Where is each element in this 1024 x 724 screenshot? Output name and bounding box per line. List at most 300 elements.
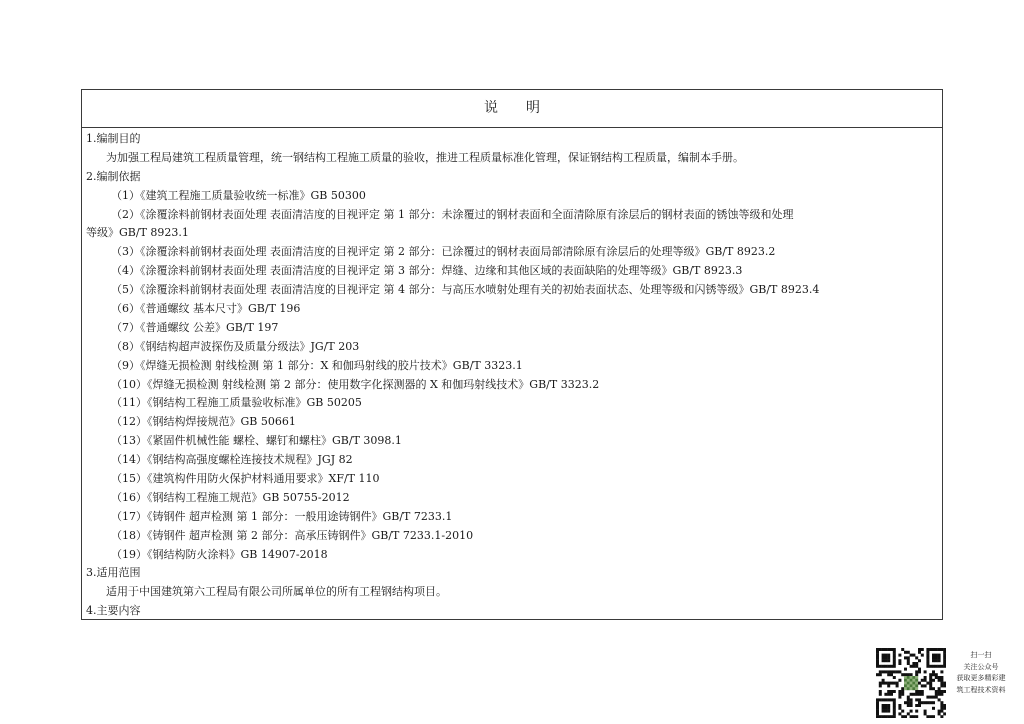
document-title xyxy=(82,90,942,128)
qr-module xyxy=(935,676,938,679)
qr-module xyxy=(926,715,929,718)
qr-module xyxy=(921,693,924,696)
qr-module xyxy=(932,701,935,704)
qr-module xyxy=(938,712,941,715)
qr-module xyxy=(938,710,941,713)
qr-module xyxy=(935,673,938,676)
qr-caption-line: 获取更多精彩建 xyxy=(956,674,1006,682)
qr-module xyxy=(932,665,935,668)
qr-module xyxy=(929,684,932,687)
qr-module xyxy=(893,654,896,657)
qr-module xyxy=(882,654,885,657)
qr-module xyxy=(904,651,907,654)
qr-module xyxy=(943,712,946,715)
qr-module xyxy=(943,654,946,657)
qr-module xyxy=(890,698,893,701)
basis-item: （6）《普通螺纹 基本尺寸》GB/T 196 xyxy=(111,302,301,316)
qr-module xyxy=(924,676,927,679)
qr-module xyxy=(887,707,890,710)
qr-logo-cell xyxy=(904,679,907,682)
qr-module xyxy=(893,698,896,701)
qr-module xyxy=(893,662,896,665)
qr-module xyxy=(896,684,899,687)
qr-module xyxy=(890,670,893,673)
qr-module xyxy=(887,684,890,687)
qr-code-icon[interactable] xyxy=(876,648,946,718)
qr-caption-line: 关注公众号 xyxy=(963,662,999,671)
basis-item: （18）《铸钢件 超声检测 第 2 部分：高承压铸钢件》GB/T 7233.1-2010 xyxy=(111,528,474,542)
qr-logo-cell xyxy=(907,679,910,682)
qr-module xyxy=(887,693,890,696)
qr-logo-cell xyxy=(907,684,910,687)
qr-module xyxy=(910,673,913,676)
document-frame xyxy=(81,89,943,620)
title-char-2: 明 xyxy=(526,100,540,116)
qr-module xyxy=(943,651,946,654)
qr-module xyxy=(887,715,890,718)
qr-module xyxy=(896,670,899,673)
qr-module xyxy=(876,662,879,665)
qr-module xyxy=(884,704,887,707)
qr-logo-cell xyxy=(915,687,918,690)
qr-module xyxy=(890,690,893,693)
qr-module xyxy=(887,704,890,707)
qr-module xyxy=(904,668,907,671)
qr-module xyxy=(938,648,941,651)
qr-module xyxy=(940,670,943,673)
qr-module xyxy=(893,656,896,659)
qr-module xyxy=(893,715,896,718)
qr-module xyxy=(938,693,941,696)
qr-module xyxy=(907,651,910,654)
qr-module xyxy=(929,682,932,685)
qr-module xyxy=(921,684,924,687)
qr-module xyxy=(890,648,893,651)
qr-module xyxy=(901,715,904,718)
basis-item: （9）《焊缝无损检测 射线检测 第 1 部分：X 和伽玛射线的胶片技术》GB/T 3323.1 xyxy=(111,358,523,372)
qr-code-graphic xyxy=(876,648,946,718)
qr-logo-cell xyxy=(915,682,918,685)
qr-module xyxy=(915,698,918,701)
qr-module xyxy=(898,707,901,710)
basis-item: （1）《建筑工程施工质量验收统一标准》GB 50300 xyxy=(111,188,366,202)
qr-module xyxy=(915,670,918,673)
qr-logo-cell xyxy=(915,684,918,687)
qr-module xyxy=(926,696,929,699)
qr-module xyxy=(929,687,932,690)
qr-module xyxy=(876,673,879,676)
qr-module xyxy=(938,656,941,659)
basis-item: （10）《焊缝无损检测 射线检测 第 2 部分：使用数字化探测器的 X 和伽玛射线技术》GB/T 3323.2 xyxy=(111,377,600,391)
basis-item: （16）《钢结构工程施工规范》GB 50755-2012 xyxy=(111,490,350,504)
qr-module xyxy=(921,648,924,651)
qr-module xyxy=(926,651,929,654)
qr-module xyxy=(912,665,915,668)
qr-module xyxy=(943,665,946,668)
qr-module xyxy=(893,690,896,693)
qr-module xyxy=(876,707,879,710)
qr-module xyxy=(915,704,918,707)
qr-module xyxy=(876,715,879,718)
qr-module xyxy=(926,662,929,665)
qr-module xyxy=(893,676,896,679)
qr-module xyxy=(935,696,938,699)
qr-module xyxy=(907,712,910,715)
qr-module xyxy=(901,648,904,651)
qr-module xyxy=(910,654,913,657)
qr-module xyxy=(943,704,946,707)
qr-module xyxy=(912,715,915,718)
qr-module xyxy=(901,710,904,713)
basis-item: （12）《钢结构焊接规范》GB 50661 xyxy=(111,415,296,429)
qr-module xyxy=(940,690,943,693)
qr-module xyxy=(876,659,879,662)
section-paragraph-scope: 适用于中国建筑第六工程局有限公司所属单位的所有工程钢结构项目。 xyxy=(106,585,447,599)
qr-logo-cell xyxy=(904,682,907,685)
qr-module xyxy=(918,651,921,654)
qr-module xyxy=(932,659,935,662)
qr-module xyxy=(915,715,918,718)
qr-module xyxy=(893,701,896,704)
qr-module xyxy=(918,648,921,651)
qr-module xyxy=(893,665,896,668)
qr-module xyxy=(882,704,885,707)
qr-module xyxy=(940,684,943,687)
qr-module xyxy=(890,693,893,696)
qr-module xyxy=(907,659,910,662)
qr-module xyxy=(898,712,901,715)
qr-module xyxy=(901,673,904,676)
qr-logo-cell xyxy=(907,687,910,690)
qr-module xyxy=(926,654,929,657)
basis-item: （19）《钢结构防火涂料》GB 14907-2018 xyxy=(111,547,328,561)
qr-module xyxy=(938,679,941,682)
qr-module xyxy=(915,690,918,693)
qr-module xyxy=(884,670,887,673)
qr-module xyxy=(876,710,879,713)
qr-module xyxy=(887,654,890,657)
section-heading-basis: 2.编制依据 xyxy=(86,169,141,183)
qr-module xyxy=(890,682,893,685)
qr-module xyxy=(924,701,927,704)
qr-module xyxy=(932,707,935,710)
qr-module xyxy=(943,662,946,665)
qr-module xyxy=(924,670,927,673)
qr-module xyxy=(912,662,915,665)
qr-module xyxy=(910,704,913,707)
basis-item: （3）《涂覆涂料前钢材表面处理 表面清洁度的目视评定 第 2 部分：已涂覆过的钢材表面局部清除原有涂层后的处理等级》GB/T 8923.2 xyxy=(111,245,776,259)
qr-module xyxy=(926,656,929,659)
qr-module xyxy=(940,682,943,685)
qr-logo-cell xyxy=(907,682,910,685)
qr-module xyxy=(898,690,901,693)
qr-module xyxy=(918,690,921,693)
section-heading-scope: 3.适用范围 xyxy=(86,566,141,580)
qr-module xyxy=(938,654,941,657)
qr-module xyxy=(879,670,882,673)
basis-item: （11）《钢结构工程施工质量验收标准》GB 50205 xyxy=(111,396,362,410)
qr-module xyxy=(879,682,882,685)
qr-module xyxy=(884,656,887,659)
qr-module xyxy=(932,696,935,699)
qr-module xyxy=(943,707,946,710)
qr-module xyxy=(898,704,901,707)
qr-module xyxy=(918,698,921,701)
qr-module xyxy=(915,673,918,676)
qr-module xyxy=(879,684,882,687)
qr-module xyxy=(893,670,896,673)
qr-module xyxy=(932,687,935,690)
qr-module xyxy=(918,659,921,662)
qr-logo-cell xyxy=(912,682,915,685)
qr-module xyxy=(901,693,904,696)
qr-module xyxy=(915,656,918,659)
qr-module xyxy=(921,679,924,682)
qr-module xyxy=(912,693,915,696)
qr-module xyxy=(938,687,941,690)
qr-module xyxy=(876,651,879,654)
qr-module xyxy=(876,648,879,651)
qr-module xyxy=(926,665,929,668)
qr-module xyxy=(932,670,935,673)
qr-module xyxy=(890,673,893,676)
qr-module xyxy=(887,673,890,676)
qr-logo-cell xyxy=(904,684,907,687)
document-body xyxy=(82,128,942,621)
qr-module xyxy=(893,707,896,710)
qr-module xyxy=(884,648,887,651)
qr-module xyxy=(887,659,890,662)
qr-module xyxy=(943,659,946,662)
qr-module xyxy=(921,654,924,657)
qr-module xyxy=(918,668,921,671)
qr-module xyxy=(876,698,879,701)
qr-module xyxy=(907,673,910,676)
qr-module xyxy=(935,659,938,662)
qr-module xyxy=(935,690,938,693)
qr-module xyxy=(884,707,887,710)
qr-module xyxy=(884,715,887,718)
qr-module xyxy=(876,656,879,659)
qr-module xyxy=(924,679,927,682)
qr-module xyxy=(879,715,882,718)
qr-module xyxy=(940,704,943,707)
qr-module xyxy=(893,712,896,715)
qr-module xyxy=(907,698,910,701)
qr-logo-cell xyxy=(910,684,913,687)
qr-logo-cell xyxy=(904,676,907,679)
qr-module xyxy=(915,662,918,665)
qr-module xyxy=(898,659,901,662)
basis-item: （14）《钢结构高强度螺栓连接技术规程》JGJ 82 xyxy=(111,453,353,467)
qr-module xyxy=(898,654,901,657)
qr-module xyxy=(882,648,885,651)
qr-module xyxy=(879,648,882,651)
qr-module xyxy=(893,651,896,654)
qr-module xyxy=(879,693,882,696)
qr-module xyxy=(898,679,901,682)
qr-module xyxy=(882,659,885,662)
qr-module xyxy=(918,704,921,707)
qr-logo-cell xyxy=(904,687,907,690)
qr-module xyxy=(876,665,879,668)
qr-module xyxy=(926,648,929,651)
qr-module xyxy=(912,654,915,657)
qr-module xyxy=(893,710,896,713)
qr-module xyxy=(929,648,932,651)
qr-module xyxy=(907,696,910,699)
qr-module xyxy=(884,659,887,662)
qr-module xyxy=(884,693,887,696)
qr-module xyxy=(932,679,935,682)
qr-module xyxy=(904,656,907,659)
qr-module xyxy=(887,710,890,713)
qr-module xyxy=(921,690,924,693)
qr-module xyxy=(910,710,913,713)
qr-module xyxy=(926,659,929,662)
qr-logo-cell xyxy=(915,676,918,679)
qr-module xyxy=(882,698,885,701)
qr-module xyxy=(943,690,946,693)
qr-module xyxy=(901,690,904,693)
qr-module xyxy=(929,701,932,704)
qr-module xyxy=(938,690,941,693)
qr-module xyxy=(887,648,890,651)
qr-module xyxy=(940,648,943,651)
qr-module xyxy=(884,710,887,713)
qr-module xyxy=(887,698,890,701)
qr-module xyxy=(898,693,901,696)
qr-module xyxy=(904,673,907,676)
qr-logo-cell xyxy=(910,682,913,685)
qr-module xyxy=(904,701,907,704)
qr-logo-cell xyxy=(912,676,915,679)
qr-module xyxy=(893,659,896,662)
qr-module xyxy=(882,707,885,710)
qr-logo-cell xyxy=(910,676,913,679)
qr-logo-cell xyxy=(912,684,915,687)
qr-module xyxy=(882,715,885,718)
qr-module xyxy=(935,665,938,668)
basis-item: （7）《普通螺纹 公差》GB/T 197 xyxy=(111,320,279,334)
qr-module xyxy=(882,682,885,685)
qr-module xyxy=(884,698,887,701)
qr-module xyxy=(929,715,932,718)
qr-caption-line: 扫一扫 xyxy=(970,651,992,659)
basis-item-continuation: 等级》GB/T 8923.1 xyxy=(86,226,189,240)
qr-module xyxy=(879,673,882,676)
qr-module xyxy=(938,659,941,662)
qr-module xyxy=(879,665,882,668)
qr-module xyxy=(918,682,921,685)
qr-module xyxy=(882,679,885,682)
qr-module xyxy=(924,710,927,713)
qr-module xyxy=(929,665,932,668)
qr-logo-cell xyxy=(910,679,913,682)
qr-module xyxy=(932,673,935,676)
qr-module xyxy=(876,704,879,707)
basis-item: （13）《紧固件机械性能 螺栓、螺钉和螺柱》GB/T 3098.1 xyxy=(111,434,402,448)
qr-module xyxy=(932,648,935,651)
qr-module xyxy=(940,693,943,696)
qr-module xyxy=(879,690,882,693)
qr-module xyxy=(943,682,946,685)
qr-module xyxy=(893,648,896,651)
qr-module xyxy=(882,670,885,673)
qr-module xyxy=(907,656,910,659)
qr-module xyxy=(940,715,943,718)
qr-logo-cell xyxy=(912,687,915,690)
qr-module xyxy=(890,715,893,718)
qr-module xyxy=(935,656,938,659)
qr-module xyxy=(910,701,913,704)
qr-module xyxy=(932,656,935,659)
section-heading-purpose: 1.编制目的 xyxy=(86,132,141,145)
qr-module xyxy=(898,662,901,665)
qr-module xyxy=(940,710,943,713)
qr-module xyxy=(929,676,932,679)
qr-module xyxy=(943,684,946,687)
qr-module xyxy=(879,698,882,701)
qr-module xyxy=(929,673,932,676)
qr-module xyxy=(876,712,879,715)
qr-module xyxy=(901,687,904,690)
qr-module xyxy=(884,665,887,668)
qr-module xyxy=(898,696,901,699)
qr-module xyxy=(938,698,941,701)
qr-module xyxy=(887,690,890,693)
basis-item: （17）《铸钢件 超声检测 第 1 部分：一般用途铸钢件》GB/T 7233.1 xyxy=(111,509,453,523)
qr-module xyxy=(926,701,929,704)
qr-module xyxy=(929,679,932,682)
qr-module xyxy=(940,701,943,704)
section-paragraph-purpose: 为加强工程局建筑工程质量管理，统一钢结构工程施工质量的验收，推进工程质量标准化管理，保证钢结构工程质量，编制本手册。 xyxy=(106,150,744,164)
qr-module xyxy=(890,665,893,668)
qr-caption xyxy=(948,650,1014,696)
qr-module xyxy=(926,682,929,685)
qr-module xyxy=(896,682,899,685)
qr-module xyxy=(876,654,879,657)
qr-module xyxy=(940,676,943,679)
basis-item: （5）《涂覆涂料前钢材表面处理 表面清洁度的目视评定 第 4 部分：与高压水喷射处理有关的初始表面状态、处理等级和闪锈等级》GB/T 8923.4 xyxy=(111,283,820,297)
qr-module xyxy=(935,654,938,657)
qr-module xyxy=(898,670,901,673)
basis-item: （15）《建筑构件用防火保护材料通用要求》XF/T 110 xyxy=(111,472,380,486)
qr-module xyxy=(884,682,887,685)
qr-module xyxy=(887,656,890,659)
qr-module xyxy=(882,710,885,713)
qr-module xyxy=(884,654,887,657)
qr-module xyxy=(876,701,879,704)
title-char-1: 说 xyxy=(484,100,498,116)
qr-logo-cell xyxy=(910,687,913,690)
qr-module xyxy=(887,670,890,673)
qr-module xyxy=(929,696,932,699)
qr-module xyxy=(887,682,890,685)
qr-module xyxy=(932,654,935,657)
qr-module xyxy=(918,670,921,673)
qr-module xyxy=(904,715,907,718)
qr-logo-cell xyxy=(907,676,910,679)
qr-module xyxy=(910,665,913,668)
qr-module xyxy=(938,665,941,668)
qr-logo-cell xyxy=(912,679,915,682)
basis-item: （2）《涂覆涂料前钢材表面处理 表面清洁度的目视评定 第 1 部分：未涂覆过的钢材表面和全面清除原有涂层后的钢材表面的锈蚀等级和处理 xyxy=(111,207,794,221)
section-heading-contents: 4.主要内容 xyxy=(86,604,141,618)
qr-module xyxy=(910,698,913,701)
qr-module xyxy=(887,665,890,668)
qr-module xyxy=(893,704,896,707)
